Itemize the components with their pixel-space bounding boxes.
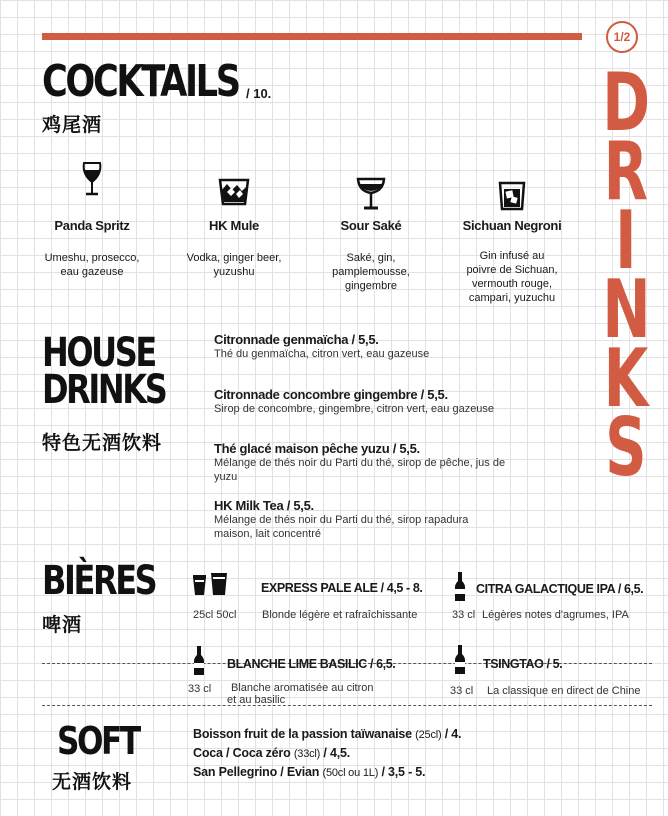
description-line: vermouth rouge, bbox=[471, 278, 553, 290]
soft-item-name: Coca / Coca zéro bbox=[193, 746, 291, 760]
side-title-letter: I bbox=[615, 194, 637, 287]
soft-item-volume: (50cl ou 1L) bbox=[322, 767, 379, 779]
soft-item bbox=[193, 746, 350, 760]
coupe-glass-icon bbox=[356, 177, 386, 211]
beer-name: EXPRESS PALE ALE / 4,5 - 8. bbox=[261, 581, 423, 595]
house-drinks-title-line1: HOUSE bbox=[42, 330, 155, 376]
beer-name: BLANCHE LIME BASILIC / 6,5. bbox=[227, 657, 396, 671]
beer-description: Blonde légère et rafraîchissante bbox=[262, 609, 418, 621]
beer-size: 33 cl bbox=[450, 685, 474, 697]
top-accent-bar bbox=[42, 33, 582, 40]
soft-item-name: Boisson fruit de la passion taïwanaise bbox=[193, 727, 412, 741]
cocktails-price: / 10. bbox=[246, 86, 272, 101]
house-drink-name: HK Milk Tea / 5,5. bbox=[214, 498, 314, 513]
description-line: yuzushu bbox=[213, 266, 255, 278]
side-title-letter: K bbox=[603, 332, 649, 425]
page-indicator: 1/2 bbox=[606, 21, 638, 53]
cocktails-chinese-title: 鸡尾酒 bbox=[42, 115, 103, 136]
house-drink-item bbox=[214, 498, 504, 541]
beer-glasses-icon bbox=[191, 571, 233, 597]
description-line: eau gazeuse bbox=[60, 266, 124, 278]
soft-item-price: / 3,5 - 5. bbox=[381, 765, 426, 779]
soft-title: SOFT bbox=[57, 719, 139, 763]
house-drink-item bbox=[214, 332, 514, 361]
cocktails-title: COCKTAILS bbox=[42, 56, 239, 107]
side-title-drinks bbox=[596, 56, 656, 494]
beer-bottle-icon bbox=[454, 572, 466, 602]
house-drink-name: Thé glacé maison pêche yuzu / 5,5. bbox=[214, 441, 420, 456]
soft-item-price: / 4,5. bbox=[323, 746, 351, 760]
house-drinks-title-line2: DRINKS bbox=[42, 367, 166, 413]
tumbler-ice-icon bbox=[498, 181, 526, 211]
house-drink-description: Mélange de thés noir du Parti du thé, sirop de pêche, jus de yuzu bbox=[214, 457, 506, 483]
beer-name: TSINGTAO / 5. bbox=[483, 657, 563, 671]
description-line: Vodka, ginger beer, bbox=[186, 252, 282, 264]
house-drink-description: Thé du genmaïcha, citron vert, eau gazeuse bbox=[214, 348, 430, 360]
house-drink-name: Citronnade genmaïcha / 5,5. bbox=[214, 332, 379, 347]
description-line: Umeshu, prosecco, bbox=[44, 252, 140, 264]
house-drinks-chinese-title: 特色无酒饮料 bbox=[42, 433, 163, 454]
beer-description-line: Blanche aromatisée au citron bbox=[231, 682, 374, 694]
soft-item-price: / 4. bbox=[444, 727, 462, 741]
description-line: pamplemousse, bbox=[332, 266, 410, 278]
house-drink-description: Mélange de thés noir du Parti du thé, sirop rapadura maison, lait concentré bbox=[214, 514, 469, 540]
beer-description: La classique en direct de Chine bbox=[487, 685, 641, 697]
description-line: Saké, gin, bbox=[346, 252, 396, 264]
soft-item bbox=[193, 727, 461, 741]
description-line: Gin infusé au bbox=[479, 250, 545, 262]
cocktail-description bbox=[306, 251, 436, 293]
side-title-letter: S bbox=[605, 401, 647, 494]
description-line: gingembre bbox=[345, 280, 397, 292]
beer-description: Légères notes d'agrumes, IPA bbox=[482, 609, 629, 621]
cocktail-name: HK Mule bbox=[209, 218, 259, 233]
cocktail-description bbox=[447, 249, 577, 305]
description-line: poivre de Sichuan, bbox=[466, 264, 558, 276]
beer-bottle-icon bbox=[193, 646, 205, 676]
soft-item-volume: (25cl) bbox=[415, 729, 442, 741]
side-title-letter: N bbox=[601, 263, 651, 356]
side-title-letter: R bbox=[603, 125, 649, 218]
description-line: campari, yuzuchu bbox=[468, 292, 556, 304]
bieres-title: BIÈRES bbox=[42, 558, 156, 604]
cocktail-name: Panda Spritz bbox=[54, 218, 130, 233]
beer-description bbox=[227, 682, 374, 706]
soft-item-name: San Pellegrino / Evian bbox=[193, 765, 320, 779]
beer-size: 33 cl bbox=[188, 683, 212, 695]
side-title-letter: D bbox=[602, 56, 650, 149]
house-drink-description: Sirop de concombre, gingembre, citron vert, eau gazeuse bbox=[214, 403, 495, 415]
house-drink-name: Citronnade concombre gingembre / 5,5. bbox=[214, 387, 448, 402]
soft-item-volume: (33cl) bbox=[293, 748, 321, 760]
cocktail-name: Sichuan Negroni bbox=[462, 218, 562, 233]
beer-size: 33 cl bbox=[452, 609, 476, 621]
beer-bottle-icon bbox=[454, 645, 466, 675]
wine-glass-icon bbox=[81, 162, 103, 196]
cocktail-name: Sour Saké bbox=[340, 218, 402, 233]
soft-item bbox=[193, 765, 425, 779]
house-drink-item bbox=[214, 441, 514, 484]
soft-chinese-title: 无酒饮料 bbox=[52, 772, 133, 793]
cocktail-description bbox=[169, 251, 299, 279]
bieres-chinese-title: 啤酒 bbox=[42, 615, 83, 636]
beer-description-line: et au basilic bbox=[227, 694, 286, 706]
cocktail-description bbox=[27, 251, 157, 279]
beer-size: 25cl 50cl bbox=[193, 609, 237, 621]
rocks-glass-icon bbox=[218, 178, 250, 206]
house-drink-item bbox=[214, 387, 534, 416]
beer-name: CITRA GALACTIQUE IPA / 6,5. bbox=[476, 582, 644, 596]
